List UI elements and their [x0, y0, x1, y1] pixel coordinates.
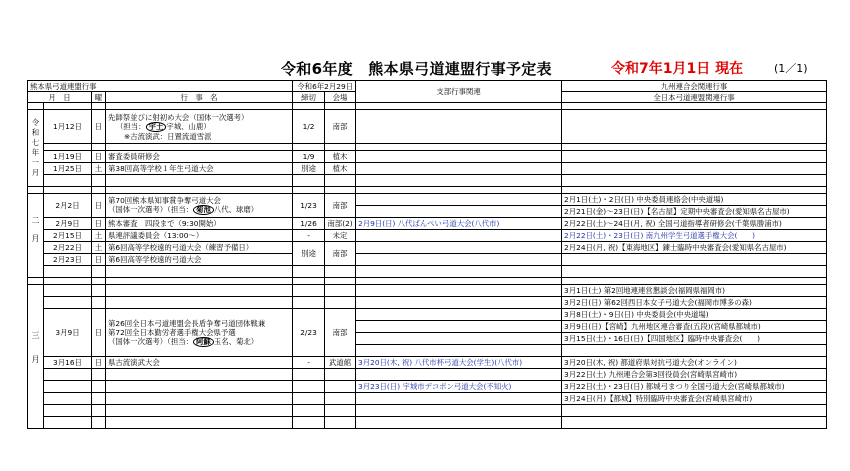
- kyushu-event: 2月22日(土)・23日(日) 南九州学生弓道選手権大会( ): [562, 230, 827, 242]
- table-row: [28, 405, 827, 417]
- table-row: [28, 163, 827, 175]
- table-row: [28, 297, 827, 309]
- table-row: [28, 151, 827, 163]
- event-name: 第38回高等学校１年生弓道大会: [106, 163, 293, 175]
- event-name: 第6回高等学校遠的弓道大会: [106, 254, 293, 266]
- main-label: 熊本県弓道連盟行事: [28, 81, 293, 92]
- table-row: [28, 230, 827, 242]
- event-deadline: 別途: [293, 242, 325, 266]
- event-deadline: 1/2: [293, 110, 325, 144]
- event-venue: 南部: [325, 242, 356, 266]
- col-venue: 会場: [325, 92, 356, 103]
- event-name: [106, 309, 293, 357]
- table-row: [28, 309, 827, 321]
- event-dow: 土: [92, 230, 106, 242]
- host-circle: 菊池: [193, 205, 214, 215]
- kyushu-header-2: 全日本弓道連盟関連行事: [562, 92, 827, 103]
- branch-header: 支部行事関連: [356, 81, 562, 103]
- kyushu-event: 3月1日(土) 第2回地連連営懇談会(福岡県福岡市): [562, 285, 827, 297]
- event-line: （担当： 宇土 宇城、山鹿）: [116, 121, 211, 131]
- kyushu-event: 3月22日(土)・23日(日) 都城弓まつり全国弓道大会(宮崎県都城市): [562, 381, 827, 393]
- event-name: 第6回高等学校遠的弓道大会（練習予備日）: [106, 242, 293, 254]
- event-line: 第70回熊本県知事賞争奪弓道大会: [108, 196, 221, 205]
- event-date: 3月9日: [44, 309, 92, 357]
- event-date: 2月15日: [44, 230, 92, 242]
- event-date: 2月9日: [44, 218, 92, 230]
- event-name: 県古流演武大会: [106, 357, 293, 369]
- table-row: [28, 393, 827, 405]
- kyushu-event: 3月8日(土)・9日(日) 中央委員会(中央道場): [562, 309, 827, 321]
- month-label-mar: 三月: [28, 285, 44, 429]
- event-deadline: 1/9: [293, 151, 325, 163]
- table-row: [28, 110, 827, 144]
- spacer-row: [28, 103, 827, 110]
- event-date: 1月19日: [44, 151, 92, 163]
- kyushu-event: 2月1日(土)・2日(日) 中央委員連絡会(中央道場): [562, 194, 827, 206]
- event-date: 2月22日: [44, 242, 92, 254]
- event-line: （国体一次選考）（担当： 阿蘇 玉名、菊北）: [108, 336, 259, 346]
- event-venue: 植木: [325, 151, 356, 163]
- event-venue: 未定: [325, 230, 356, 242]
- event-dow: 日: [92, 151, 106, 163]
- kyushu-event: 3月20日(木, 祝) 都道府県対抗弓道大会(オンライン): [562, 357, 827, 369]
- event-name: 県連評議委員会（13:00～）: [106, 230, 293, 242]
- table-row: [28, 285, 827, 297]
- event-deadline: 2/23: [293, 309, 325, 357]
- as-of-date: 令和7年1月1日 現在: [611, 61, 744, 77]
- event-dow: 土: [92, 163, 106, 175]
- table-row: [28, 417, 827, 429]
- page-title: 令和6年度 熊本県弓道連盟行事予定表: [281, 60, 552, 78]
- table-row: [28, 175, 827, 187]
- kyushu-event: 3月15日(土)・16日(日)【四国地区】臨時中央審査会( ): [562, 333, 827, 345]
- event-venue: 南部: [325, 110, 356, 144]
- event-line: 先師祭並びに射初め大会（国体一次選考）: [108, 112, 249, 122]
- branch-event: 3月23日(日) 宇城市デコポン弓道大会(不知火): [356, 381, 562, 393]
- col-event: 行 事 名: [106, 92, 293, 103]
- table-row: [28, 357, 827, 369]
- month-label-feb: 二月: [28, 194, 44, 278]
- header-row-1: [28, 81, 827, 92]
- event-name: [106, 110, 293, 144]
- schedule-table: [27, 80, 827, 429]
- event-deadline: -: [293, 357, 325, 369]
- event-date: 3月16日: [44, 357, 92, 369]
- event-dow: 日: [92, 309, 106, 357]
- table-row: [28, 381, 827, 393]
- event-venue: 武道館: [325, 357, 356, 369]
- kyushu-header-1: 九州連合会関連行事: [562, 81, 827, 92]
- spacer-row: [28, 187, 827, 194]
- kyushu-event: 3月9日(日)【宮崎】九州地区連合審査(五段)(宮崎県都城市): [562, 321, 827, 333]
- page-number: (1／1): [774, 62, 808, 75]
- event-dow: 日: [92, 110, 106, 144]
- host-circle: 宇土: [146, 122, 167, 132]
- event-dow: 日: [92, 194, 106, 218]
- col-date: 月 日: [28, 92, 92, 103]
- table-row: [28, 242, 827, 254]
- host-circle: 阿蘇: [193, 337, 214, 347]
- table-row: [28, 369, 827, 381]
- event-date: 2月2日: [44, 194, 92, 218]
- col-dow: 曜: [92, 92, 106, 103]
- event-name: 熊本審査 四段まで（9:30開始）: [106, 218, 293, 230]
- month-label-jan: 令和七年一月: [28, 110, 44, 187]
- event-name: 審査委員研修会: [106, 151, 293, 163]
- kyushu-event: 2月24日(月, 祝)【東海地区】錬士臨時中央審査会(愛知県名古屋市): [562, 242, 827, 254]
- event-dow: 日: [92, 254, 106, 266]
- event-venue: 南部: [325, 309, 356, 357]
- table-row: [28, 266, 827, 278]
- event-date: 1月12日: [44, 110, 92, 144]
- spacer-row: [28, 144, 827, 151]
- table-row: [28, 218, 827, 230]
- event-dow: 土: [92, 242, 106, 254]
- event-venue: 植木: [325, 163, 356, 175]
- event-deadline: 別途: [293, 163, 325, 175]
- kyushu-event: 3月22日(土) 九州連合会第3回役員会(宮崎県宮崎市): [562, 369, 827, 381]
- col-deadline: 締切: [293, 92, 325, 103]
- event-venue: 南部: [325, 194, 356, 218]
- spacer-row: [28, 278, 827, 285]
- branch-event: 2月9日(日) 八代ばんぺい弓道大会(八代市): [356, 218, 562, 230]
- event-date: 1月25日: [44, 163, 92, 175]
- event-dow: 日: [92, 218, 106, 230]
- kyushu-event: 3月2日(日) 第62回西日本女子弓道大会(福岡市博多の森): [562, 297, 827, 309]
- event-deadline: -: [293, 230, 325, 242]
- kyushu-event: 2月21日(金)～23日(日)【名古屋】定期中央審査会(愛知県名古屋市): [562, 206, 827, 218]
- event-dow: 日: [92, 357, 106, 369]
- event-venue: 南部(2): [325, 218, 356, 230]
- event-line: （国体一次選考）（担当： 菊池 八代、球磨）: [108, 205, 259, 214]
- kyushu-event: 3月24日(月)【都城】特別臨時中央審査会(宮崎県宮崎市): [562, 393, 827, 405]
- main-date: 令和6年2月29日: [293, 81, 356, 92]
- kyushu-event: 2月22日(土)～24日(月, 祝) 全国弓道指導者研修会(千葉県勝浦市): [562, 218, 827, 230]
- event-deadline: 1/26: [293, 218, 325, 230]
- table-row: [28, 194, 827, 206]
- event-line: ※古流演武：日置流道雪派: [124, 131, 212, 141]
- event-line: 第72回全日本勤労者選手権大会県予選: [108, 327, 236, 337]
- event-deadline: 1/23: [293, 194, 325, 218]
- event-line: 第26回全日本弓道連盟会長盾争奪弓道団体戦兼: [108, 318, 266, 328]
- table-row: [28, 254, 827, 266]
- event-name: [106, 194, 293, 218]
- branch-event: 3月20日(木, 祝) 八代市杯弓道大会(学生)(八代市): [356, 357, 562, 369]
- event-date: 2月23日: [44, 254, 92, 266]
